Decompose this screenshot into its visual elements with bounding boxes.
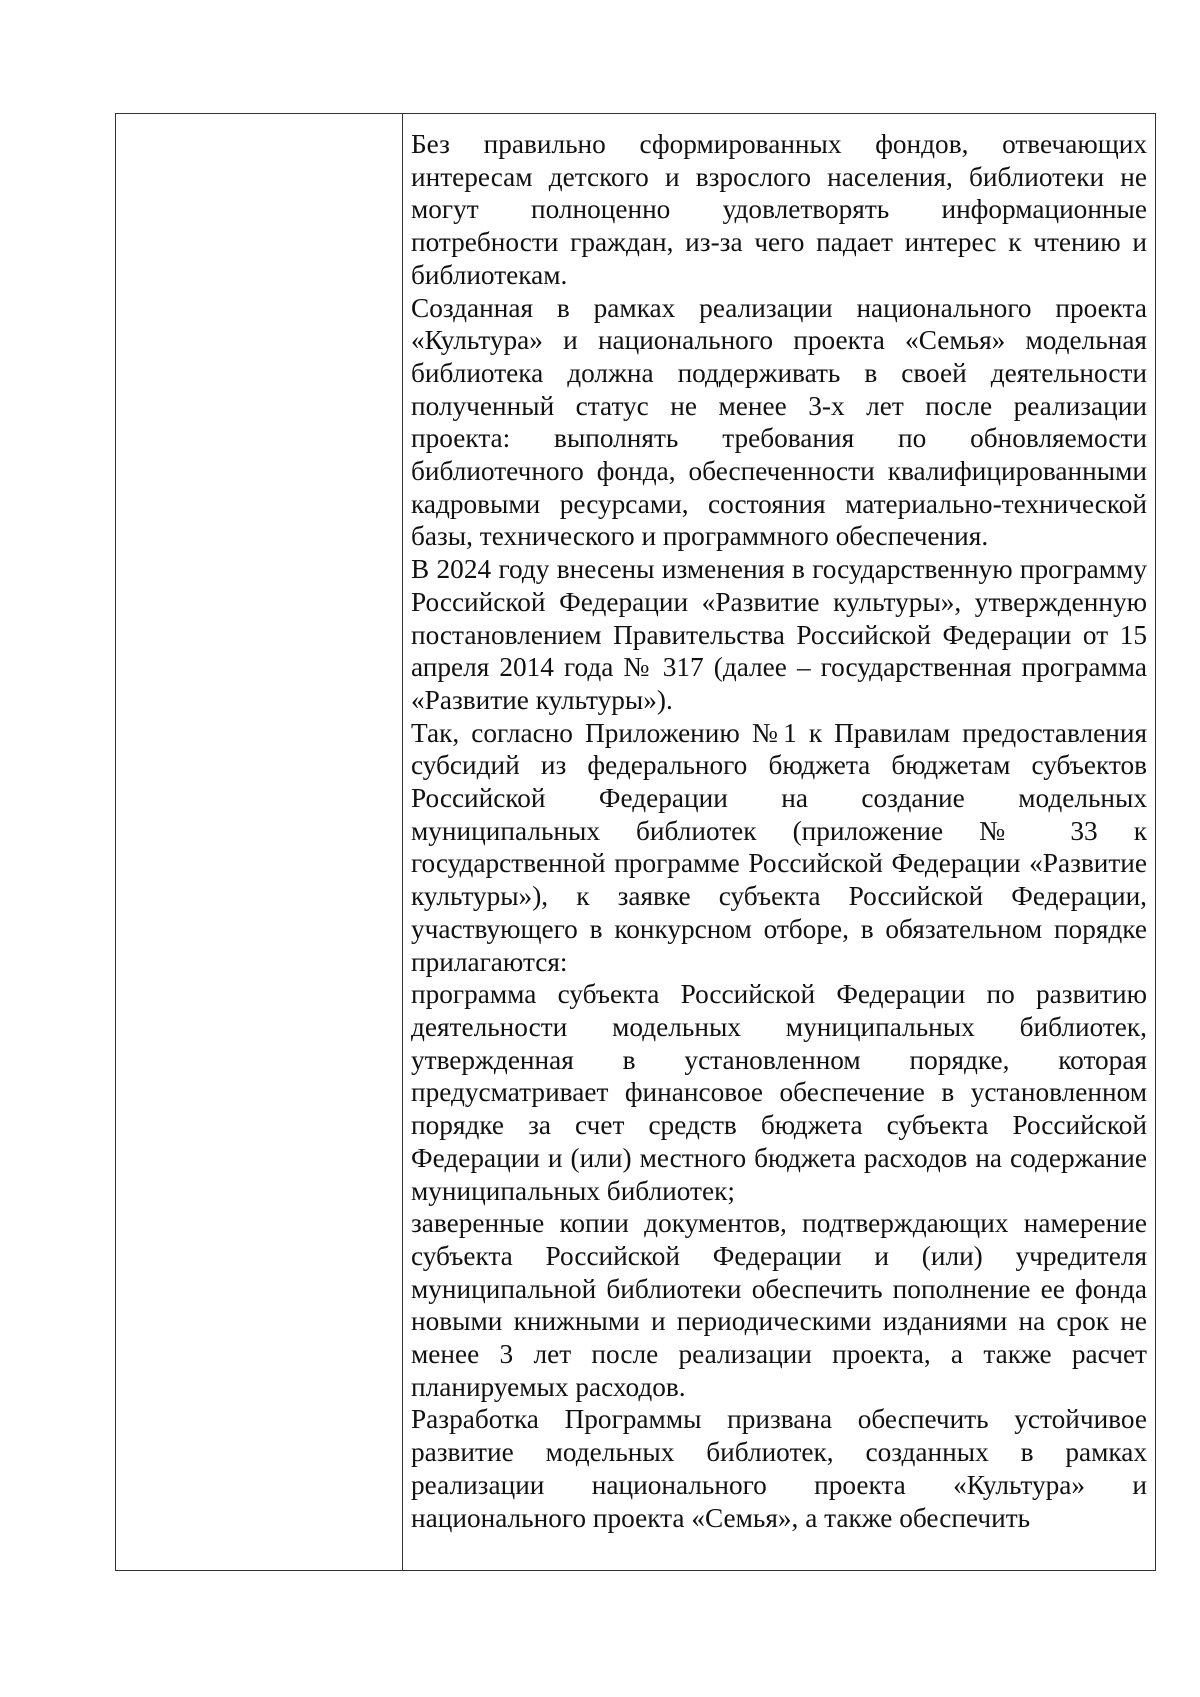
paragraph-4: Так, согласно Приложению №1 к Правилам предоставления субсидий из федерального бюджета бюджетам субъектов Российской Федерации на создание модельных муниципальных библиотек (приложение № 33 к государственной программе Российской Федерации «Развитие культуры»), к заявке субъекта Российской Федерации, участвующего в конкурсном отборе, в обязательном порядке прилагаются: <box>411 717 1147 977</box>
paragraph-6: заверенные копии документов, подтверждающих намерение субъекта Российской Федерации и (или) учредителя муниципальной библиотеки обеспечить пополнение ее фонда новыми книжными и периодическими изданиями на срок не менее 3 лет после реализации проекта, а также расчет планируемых расходов. <box>411 1208 1147 1402</box>
paragraph-2: Созданная в рамках реализации национального проекта «Культура» и национального проекта «Семья» модельная библиотека должна поддерживать в своей деятельности полученный статус не менее 3-х лет после реализации проекта: выполнять требования по обновляемости библиотечного фонда, обеспеченности квалифицированными кадровыми ресурсами, состояния материально-технической базы, технического и программного обеспечения. <box>411 292 1147 552</box>
paragraph-7: Разработка Программы призвана обеспечить устойчивое развитие модельных библиотек, созданных в рамках реализации национального проекта «Культура» и национального проекта «Семья», а также обеспечить <box>411 1404 1147 1533</box>
table-right-cell <box>403 114 1155 1570</box>
paragraph-5: программа субъекта Российской Федерации по развитию деятельности модельных муниципальных библиотек, утвержденная в установленном порядке, которая предусматривает финансовое обеспечение в установленном порядке за счет средств бюджета субъекта Российской Федерации и (или) местного бюджета расходов на содержание муниципальных библиотек; <box>411 979 1147 1206</box>
paragraph-3: В 2024 году внесены изменения в государственную программу Российской Федерации «Развитие культуры», утвержденную постановлением Правительства Российской Федерации от 15 апреля 2014 года № 317 (далее – государственная программа «Развитие культуры»). <box>411 554 1147 715</box>
document-table <box>115 113 1156 1571</box>
paragraph-1: Без правильно сформированных фондов, отвечающих интересам детского и взрослого населения, библиотеки не могут полноценно удовлетворять информационные потребности граждан, из-за чего падает интерес к чтению и библиотекам. <box>411 129 1147 290</box>
table-left-cell <box>116 114 403 1570</box>
